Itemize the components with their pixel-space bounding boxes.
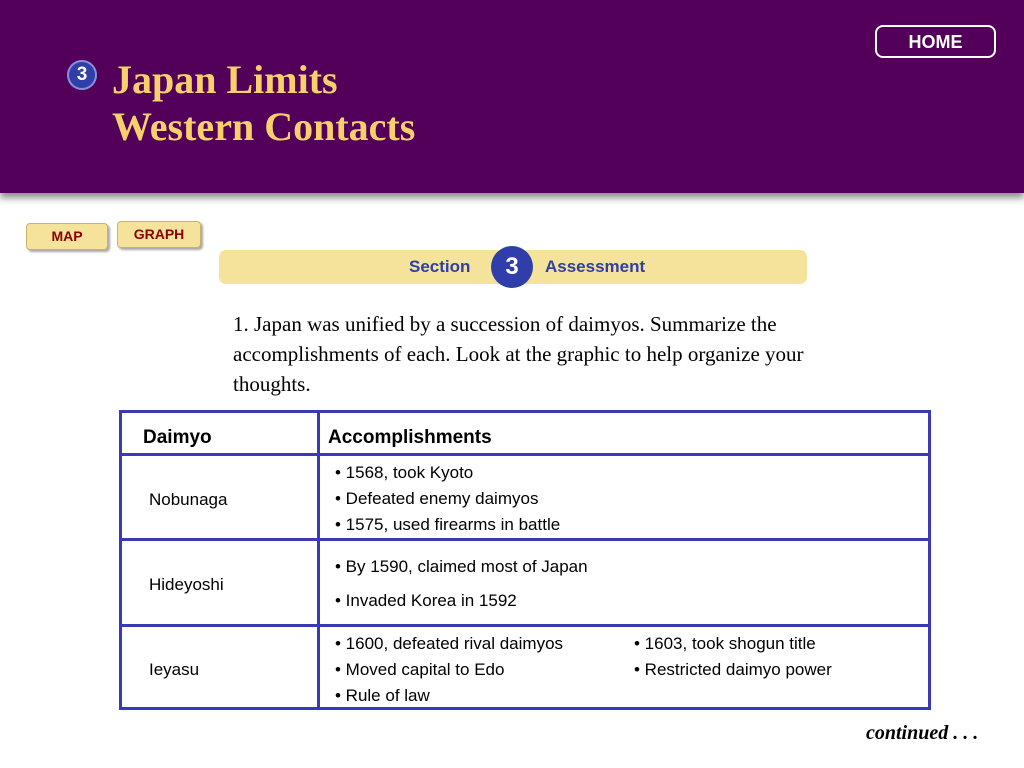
assessment-number-badge: 3 bbox=[491, 246, 533, 288]
continued-label: continued . . . bbox=[866, 722, 979, 744]
graph-button[interactable]: GRAPH bbox=[117, 221, 201, 248]
accomplishment-item: • By 1590, claimed most of Japan bbox=[335, 557, 588, 576]
accomplishment-item: • Defeated enemy daimyos bbox=[335, 489, 539, 508]
title-line-1: Japan Limits bbox=[112, 57, 338, 102]
daimyo-name: Ieyasu bbox=[149, 660, 200, 679]
column-header-daimyo: Daimyo bbox=[143, 427, 212, 448]
table-divider bbox=[122, 624, 928, 627]
daimyo-table bbox=[119, 410, 931, 710]
accomplishment-item: • Moved capital to Edo bbox=[335, 660, 505, 679]
table-divider bbox=[122, 453, 928, 456]
daimyo-name: Hideyoshi bbox=[149, 575, 224, 594]
accomplishment-item: • Rule of law bbox=[335, 686, 430, 705]
section-label: Section bbox=[409, 257, 471, 276]
column-header-accomplishments: Accomplishments bbox=[328, 427, 492, 448]
accomplishment-item: • 1568, took Kyoto bbox=[335, 463, 474, 482]
accomplishment-item: • 1575, used firearms in battle bbox=[335, 515, 561, 534]
section-number-badge: 3 bbox=[67, 60, 97, 90]
accomplishment-item: • Restricted daimyo power bbox=[634, 660, 832, 679]
map-button[interactable]: MAP bbox=[26, 223, 108, 250]
page-title bbox=[112, 56, 415, 150]
accomplishment-item: • 1603, took shogun title bbox=[634, 634, 816, 653]
daimyo-name: Nobunaga bbox=[149, 490, 228, 509]
header-banner bbox=[0, 0, 1024, 193]
section-assessment-bar bbox=[219, 250, 807, 284]
table-divider bbox=[122, 538, 928, 541]
table-column-divider bbox=[317, 413, 320, 707]
title-line-2: Western Contacts bbox=[112, 104, 416, 149]
question-text: 1. Japan was unified by a succession of daimyos. Summarize the accomplishments of each. Look at the graphic to help organize your thoughts. bbox=[233, 312, 804, 396]
accomplishment-item: • Invaded Korea in 1592 bbox=[335, 591, 517, 610]
accomplishment-item: • 1600, defeated rival daimyos bbox=[335, 634, 564, 653]
home-button[interactable]: HOME bbox=[875, 25, 996, 58]
assessment-label: Assessment bbox=[545, 257, 646, 276]
